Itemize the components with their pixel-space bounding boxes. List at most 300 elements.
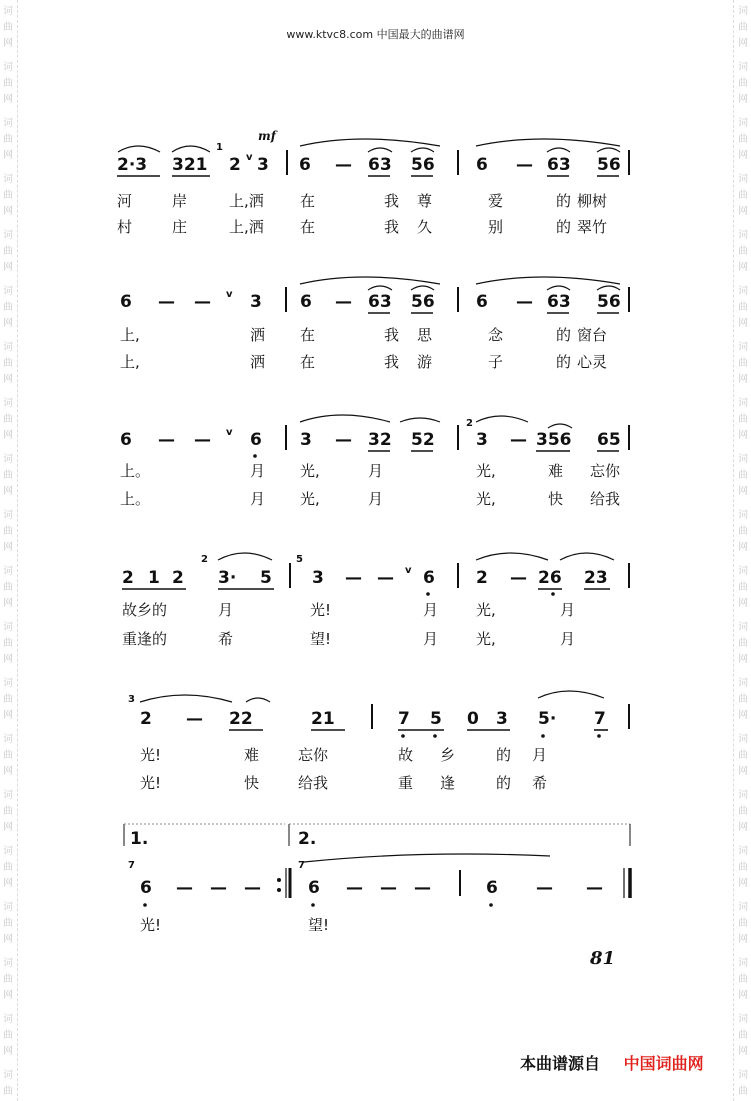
- lyric: 乡: [440, 746, 456, 764]
- note: —: [176, 878, 193, 898]
- slur: [476, 277, 620, 284]
- lyric: 上。: [120, 490, 151, 508]
- slur: [140, 695, 232, 702]
- note: 63: [368, 155, 392, 175]
- watermark-char: 曲: [738, 246, 748, 257]
- watermark-char: 网: [738, 150, 748, 161]
- note: 7: [398, 709, 410, 729]
- watermark-char: 词: [738, 958, 748, 969]
- watermark-char: 曲: [3, 750, 13, 761]
- watermark-char: 词: [3, 622, 13, 633]
- note: 321: [172, 155, 208, 175]
- lyric: 上。: [120, 462, 151, 480]
- note: —: [335, 430, 352, 450]
- watermark-char: 词: [738, 398, 748, 409]
- lyric: 我: [384, 218, 400, 236]
- lyric: 游: [417, 353, 433, 371]
- note: —: [414, 878, 431, 898]
- lyric: 在: [300, 192, 316, 210]
- note: 63: [547, 292, 571, 312]
- watermark-char: 网: [3, 990, 13, 1001]
- watermark-char: 词: [3, 958, 13, 969]
- watermark-char: 网: [738, 94, 748, 105]
- final-barline: [624, 868, 630, 898]
- watermark-char: 曲: [738, 1086, 748, 1097]
- note: 2: [122, 568, 134, 588]
- lyric: 重: [398, 774, 414, 792]
- lyric: 岸: [172, 192, 188, 210]
- watermark-char: 词: [3, 902, 13, 913]
- lyric: 的: [556, 192, 572, 210]
- watermark-char: 曲: [738, 638, 748, 649]
- lyric: 的: [556, 353, 572, 371]
- low-octave-dot: [426, 592, 430, 596]
- note: 65: [597, 430, 621, 450]
- note: —: [158, 292, 175, 312]
- watermark-char: 词: [738, 790, 748, 801]
- lyric: 心灵: [577, 353, 608, 371]
- score-row-5: [128, 691, 629, 792]
- lyrics-verse-1: [120, 462, 621, 480]
- watermark-char: 网: [3, 318, 13, 329]
- lyric: 上,: [120, 353, 140, 371]
- lyric: 窗台: [577, 326, 608, 344]
- note: —: [516, 292, 533, 312]
- lyric: 快: [244, 774, 260, 792]
- note: 32: [368, 430, 392, 450]
- watermark-char: 词: [738, 6, 748, 17]
- watermark-char: 网: [738, 262, 748, 273]
- note: 6: [299, 155, 311, 175]
- lyric: 上,洒: [229, 218, 264, 236]
- lyric: 别: [488, 218, 504, 236]
- note: 6: [476, 155, 488, 175]
- source-label: 本曲谱源自: [520, 1054, 601, 1073]
- watermark-char: 曲: [3, 918, 13, 929]
- note: —: [158, 430, 175, 450]
- lyric: 在: [300, 218, 316, 236]
- watermark-char: 曲: [3, 806, 13, 817]
- watermark-char: 词: [3, 566, 13, 577]
- watermark-char: 词: [738, 230, 748, 241]
- grace-note: 7: [298, 860, 305, 871]
- watermark-char: 网: [738, 934, 748, 945]
- note: 3: [496, 709, 508, 729]
- lyric: 快: [548, 490, 564, 508]
- watermark-char: 曲: [738, 302, 748, 313]
- grace-note: 3: [128, 694, 135, 705]
- lyric: 逢: [440, 774, 456, 792]
- note: 2·3: [117, 155, 148, 175]
- note: 2: [476, 568, 488, 588]
- note: —: [210, 878, 227, 898]
- note: —: [194, 292, 211, 312]
- low-octave-dot: [541, 734, 545, 738]
- lyric: 柳树: [577, 192, 608, 210]
- slur: [411, 286, 434, 290]
- lyrics-verse-1: [140, 916, 329, 934]
- watermark-char: 词: [738, 62, 748, 73]
- watermark-char: 曲: [3, 1030, 13, 1041]
- lyric: 尊: [417, 192, 433, 210]
- note: 21: [311, 709, 335, 729]
- lyric: 光!: [140, 774, 162, 792]
- breath-mark: v: [226, 427, 233, 438]
- watermark-char: 网: [3, 38, 13, 49]
- slur: [547, 286, 570, 290]
- slur: [597, 148, 620, 152]
- score-row-2: [120, 277, 629, 371]
- watermark-char: 曲: [738, 862, 748, 873]
- lyric: 我: [384, 326, 400, 344]
- lyric: 光,: [476, 630, 496, 648]
- site-url: www.ktvc8.com: [286, 28, 374, 41]
- watermark-char: 曲: [738, 750, 748, 761]
- lyric: 光,: [476, 601, 496, 619]
- lyrics-verse-1: [122, 601, 575, 619]
- note: 1: [148, 568, 160, 588]
- low-octave-dot: [311, 903, 315, 907]
- note: 56: [411, 155, 435, 175]
- slur: [118, 146, 160, 152]
- note: 356: [536, 430, 572, 450]
- note: —: [244, 878, 261, 898]
- note: 22: [229, 709, 253, 729]
- watermark-char: 词: [3, 510, 13, 521]
- note: 56: [411, 292, 435, 312]
- lyrics-verse-1: [117, 192, 607, 210]
- watermark-char: 曲: [3, 134, 13, 145]
- watermark-char: 网: [738, 710, 748, 721]
- watermark-char: 词: [738, 118, 748, 129]
- lyric: 我: [384, 192, 400, 210]
- grace-note: 2: [201, 554, 208, 565]
- source-footer: [520, 1051, 704, 1074]
- slur: [368, 286, 392, 290]
- watermark-char: 曲: [738, 190, 748, 201]
- slur: [304, 854, 550, 862]
- lyric: 洒: [250, 353, 266, 371]
- note: 6: [120, 292, 132, 312]
- lyric: 光!: [140, 916, 162, 934]
- watermark-char: 词: [3, 6, 13, 17]
- watermark-char: 网: [738, 1046, 748, 1057]
- lyric: 念: [488, 326, 504, 344]
- score-row-3: [120, 415, 629, 508]
- watermark-char: 曲: [3, 694, 13, 705]
- lyric: 光,: [300, 462, 320, 480]
- watermark-char: 网: [3, 430, 13, 441]
- watermark-char: 网: [3, 486, 13, 497]
- slur: [538, 691, 604, 698]
- lyric: 月: [560, 601, 576, 619]
- watermark-char: 曲: [738, 358, 748, 369]
- note: 52: [411, 430, 435, 450]
- breath-mark: v: [226, 289, 233, 300]
- note: 3: [250, 292, 262, 312]
- slur: [400, 418, 440, 422]
- watermark-char: 网: [3, 94, 13, 105]
- lyric: 月: [560, 630, 576, 648]
- watermark-char: 网: [738, 598, 748, 609]
- lyric: 望!: [310, 630, 332, 648]
- watermark-char: 网: [738, 206, 748, 217]
- watermark-char: 网: [738, 878, 748, 889]
- note: —: [335, 155, 352, 175]
- slur: [476, 553, 548, 560]
- repeat-sign: [277, 868, 290, 898]
- note: 5: [430, 709, 442, 729]
- lyrics-verse-2: [120, 353, 607, 371]
- lyric: 故: [398, 746, 414, 764]
- lyric: 上,: [120, 326, 140, 344]
- watermark-char: 词: [738, 622, 748, 633]
- lyric: 难: [244, 746, 260, 764]
- watermark-char: 曲: [3, 190, 13, 201]
- watermark-char: 词: [3, 1014, 13, 1025]
- watermark-char: 网: [3, 374, 13, 385]
- watermark-char: 网: [3, 878, 13, 889]
- watermark-char: 词: [738, 902, 748, 913]
- repeat-dot: [277, 878, 281, 882]
- page-number: 81: [590, 948, 616, 969]
- lyric: 在: [300, 326, 316, 344]
- slur: [476, 416, 528, 422]
- watermark-char: 曲: [738, 974, 748, 985]
- note: 2: [140, 709, 152, 729]
- grace-note: 1: [216, 142, 223, 153]
- watermark-char: 词: [738, 1070, 748, 1081]
- lyric: 月: [532, 746, 548, 764]
- watermark-char: 网: [3, 542, 13, 553]
- watermark-char: 网: [3, 710, 13, 721]
- watermark-char: 词: [738, 286, 748, 297]
- note: 6: [140, 878, 152, 898]
- slur: [548, 424, 572, 428]
- dynamic-marking: mf: [258, 129, 276, 143]
- watermark-char: 曲: [3, 862, 13, 873]
- note: 7: [594, 709, 606, 729]
- note: —: [194, 430, 211, 450]
- watermark-char: 网: [738, 486, 748, 497]
- watermark-char: 网: [3, 598, 13, 609]
- lyric: 光!: [140, 746, 162, 764]
- lyric: 光,: [300, 490, 320, 508]
- note: —: [510, 430, 527, 450]
- watermark-char: 词: [3, 62, 13, 73]
- watermark-char: 词: [3, 230, 13, 241]
- watermark-char: 曲: [738, 918, 748, 929]
- watermark-char: 词: [3, 678, 13, 689]
- lyric: 光!: [310, 601, 332, 619]
- slur: [172, 146, 210, 152]
- note: 5·: [538, 709, 557, 729]
- watermark-char: 网: [3, 766, 13, 777]
- lyric: 洒: [250, 326, 266, 344]
- note: 2: [172, 568, 184, 588]
- watermark-char: 曲: [3, 1086, 13, 1097]
- lyric: 在: [300, 353, 316, 371]
- lyrics-verse-1: [140, 746, 547, 764]
- note: 6: [120, 430, 132, 450]
- note: 3·: [218, 568, 237, 588]
- grace-note: 5: [296, 554, 303, 565]
- note: 63: [547, 155, 571, 175]
- watermark-char: 词: [738, 454, 748, 465]
- site-name-link[interactable]: 中国词曲网: [623, 1054, 704, 1073]
- note: 3: [300, 430, 312, 450]
- note: 6: [308, 878, 320, 898]
- watermark-char: 曲: [738, 414, 748, 425]
- lyric: 月: [250, 462, 266, 480]
- watermark-char: 词: [738, 734, 748, 745]
- lyric: 思: [417, 326, 433, 344]
- note: —: [377, 568, 394, 588]
- lyric: 光,: [476, 462, 496, 480]
- slur: [547, 148, 570, 152]
- watermark-char: 词: [3, 846, 13, 857]
- watermark-char: 网: [738, 822, 748, 833]
- note: 63: [368, 292, 392, 312]
- note: 3: [476, 430, 488, 450]
- slur: [476, 139, 620, 146]
- watermark-char: 曲: [738, 526, 748, 537]
- grace-note: 2: [466, 418, 473, 429]
- note: 0: [467, 709, 479, 729]
- watermark-char: 曲: [738, 134, 748, 145]
- watermark-char: 网: [738, 38, 748, 49]
- note: 2: [229, 155, 241, 175]
- lyric: 的: [556, 218, 572, 236]
- watermark-char: 曲: [738, 470, 748, 481]
- watermark-char: 曲: [738, 22, 748, 33]
- slur: [300, 139, 440, 146]
- watermark-char: 网: [3, 934, 13, 945]
- watermark-char: 曲: [3, 470, 13, 481]
- grace-note: 7: [128, 860, 135, 871]
- watermark-char: 词: [738, 174, 748, 185]
- low-octave-dot: [143, 903, 147, 907]
- watermark-char: 曲: [3, 526, 13, 537]
- note: —: [380, 878, 397, 898]
- note: —: [345, 568, 362, 588]
- watermark-char: 曲: [3, 582, 13, 593]
- watermark-char: 网: [3, 150, 13, 161]
- note: 6: [300, 292, 312, 312]
- watermark-char: 词: [3, 398, 13, 409]
- note: 3: [257, 155, 269, 175]
- slur: [218, 553, 272, 560]
- watermark-char: 网: [738, 542, 748, 553]
- watermark-char: 词: [738, 678, 748, 689]
- watermark-char: 曲: [738, 806, 748, 817]
- lyric: 爱: [488, 192, 504, 210]
- lyrics-verse-2: [122, 630, 575, 648]
- slur: [560, 553, 614, 560]
- low-octave-dot: [597, 734, 601, 738]
- lyric: 故乡的: [122, 601, 168, 619]
- repeat-dot: [277, 888, 281, 892]
- note: —: [510, 568, 527, 588]
- lyric: 给我: [298, 774, 329, 792]
- watermark-char: 曲: [3, 302, 13, 313]
- lyric: 月: [423, 601, 439, 619]
- note: 6: [423, 568, 435, 588]
- lyric: 希: [218, 630, 234, 648]
- lyric: 月: [218, 601, 234, 619]
- watermark-char: 曲: [738, 694, 748, 705]
- slur: [246, 698, 270, 702]
- note: 56: [597, 292, 621, 312]
- watermark-char: 词: [738, 846, 748, 857]
- second-ending-label: 2.: [298, 829, 317, 849]
- breath-mark: v: [246, 152, 253, 163]
- watermark-char: 曲: [3, 974, 13, 985]
- watermark-char: 网: [3, 1046, 13, 1057]
- note: 6: [476, 292, 488, 312]
- note: 23: [584, 568, 608, 588]
- watermark-char: 网: [3, 654, 13, 665]
- lyric: 月: [250, 490, 266, 508]
- watermark-char: 词: [3, 790, 13, 801]
- first-ending-label: 1.: [130, 829, 149, 849]
- lyrics-verse-2: [117, 218, 607, 236]
- score-row-4: [122, 553, 629, 648]
- note: 26: [538, 568, 562, 588]
- low-octave-dot: [433, 734, 437, 738]
- lyric: 的: [496, 746, 512, 764]
- watermark-char: 曲: [3, 358, 13, 369]
- lyric: 我: [384, 353, 400, 371]
- lyric: 上,洒: [229, 192, 264, 210]
- lyric: 子: [488, 353, 504, 371]
- low-octave-dot: [551, 592, 555, 596]
- watermark-char: 词: [738, 1014, 748, 1025]
- watermark-char: 词: [3, 342, 13, 353]
- watermark-char: 网: [3, 262, 13, 273]
- lyric: 重逢的: [122, 630, 168, 648]
- watermark-char: 词: [738, 510, 748, 521]
- watermark-char: 曲: [738, 582, 748, 593]
- watermark-char: 词: [738, 566, 748, 577]
- note: 56: [597, 155, 621, 175]
- lyric: 希: [532, 774, 548, 792]
- low-octave-dot: [401, 734, 405, 738]
- lyric: 村: [117, 218, 133, 236]
- watermark-char: 曲: [3, 638, 13, 649]
- lyric: 久: [417, 218, 433, 236]
- watermark-char: 网: [738, 990, 748, 1001]
- score-row-6: [124, 824, 630, 934]
- slur: [300, 415, 390, 422]
- note: 6: [250, 430, 262, 450]
- lyric: 庄: [172, 218, 188, 236]
- watermark-char: 词: [738, 342, 748, 353]
- watermark-char: 网: [738, 318, 748, 329]
- note: —: [335, 292, 352, 312]
- watermark-char: 曲: [738, 1030, 748, 1041]
- watermark-char: 网: [738, 766, 748, 777]
- low-octave-dot: [489, 903, 493, 907]
- watermark-char: 词: [3, 118, 13, 129]
- note: 6: [486, 878, 498, 898]
- watermark-char: 网: [3, 822, 13, 833]
- note: —: [536, 878, 553, 898]
- watermark-char: 词: [3, 286, 13, 297]
- score-row-1: [117, 129, 629, 236]
- watermark-char: 词: [3, 454, 13, 465]
- lyric: 难: [548, 462, 564, 480]
